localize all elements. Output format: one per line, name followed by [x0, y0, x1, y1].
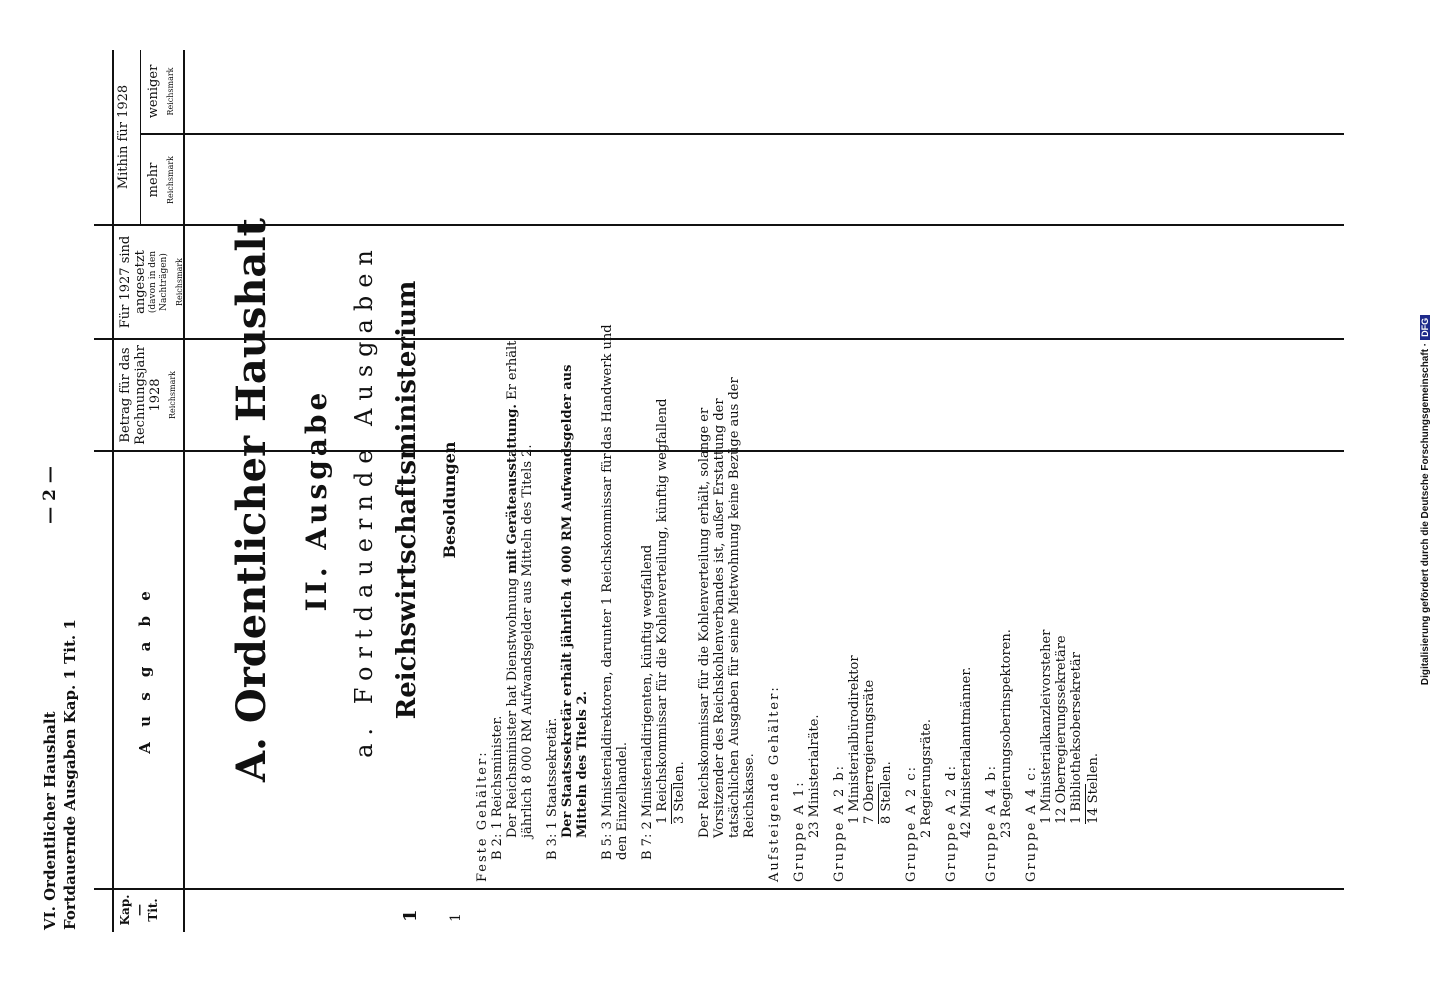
betrag-label: Betrag für das Rechnungsjahr 1928 [118, 345, 163, 445]
page-number: — 2 — [40, 466, 60, 524]
b7-line: B 7: 2 Ministerialdirigenten, künftig wegfallend [640, 544, 655, 860]
running-header [40, 619, 80, 930]
b5-line: B 5: 3 Ministerialdirektoren, darunter 1 Reichskommissar für das Handwerk und den Einzelhandel. [600, 324, 630, 860]
1927-label: Für 1927 sind angesetzt [118, 235, 148, 329]
feste-gehaelter-label: Feste Gehälter: [475, 750, 490, 882]
gruppe-a4c-sum: 14 Stellen. [1086, 752, 1101, 824]
b2-note [505, 322, 535, 882]
b7-note: Der Reichskommissar für die Kohlenverteilung erhält, solange er Vorsitzender des Reichskohlenverbandes ist, außer Erstattung der tatsächlichen Ausgaben für seine Mietwohnung keine Bezüge aus der Reichskasse. [697, 377, 757, 838]
gruppe-a4b-item: 23 Regierungsoberinspektoren. [999, 629, 1014, 838]
b2-line: B 2: 1 Reichsminister. [490, 715, 505, 860]
kap-tit-heading [118, 892, 160, 928]
tit-label: Tit. [146, 898, 160, 922]
gruppe-a2b-item-1: 1 Ministerialbürodirektor [847, 655, 862, 824]
gruppe-a2c-item: 2 Regierungsräte. [919, 718, 934, 838]
digitization-credit [1420, 0, 1431, 1000]
gruppe-a4c-item-1: 1 Ministerialkanzleivorsteher [1039, 629, 1054, 824]
mithin-heading: Mithin für 1928 [116, 84, 131, 190]
kap-label: Kap. [118, 894, 132, 926]
heading-ministerium: Reichswirtschaftsministerium [392, 280, 422, 720]
header-bottom-rule [183, 50, 185, 932]
b7-sum: 3 Stellen. [672, 761, 687, 824]
weniger-label: weniger [146, 64, 161, 119]
b2-note-text1: Der Reichsminister hat Dienstwohnung [505, 577, 520, 838]
kap-number: 1 [400, 909, 421, 922]
b2-note-text2: Er erhält jährlich 8 000 RM Aufwandsgelder aus Mitteln des Titels 2. [505, 340, 535, 838]
mehr-label: mehr [146, 162, 161, 198]
mehr-unit: Reichsmark [166, 155, 175, 205]
digitization-text: Digitalisierung gefördert durch die Deutsche Forschungsgemeinschaft · [1420, 342, 1431, 686]
ausgabe-heading: A u s g a b e [136, 586, 154, 754]
kap-separator: — [132, 904, 146, 916]
1927-column-rule [94, 224, 1344, 226]
gruppe-a2b: Gruppe A 2 b: [832, 763, 847, 882]
heading-besoldungen: Besoldungen [440, 441, 459, 559]
header-line-2: Fortdauernde Ausgaben Kap. 1 Tit. 1 [61, 619, 79, 930]
betrag-heading [118, 342, 180, 448]
aufsteigende-gehaelter-label: Aufsteigende Gehälter: [767, 685, 782, 882]
header-line-1: VI. Ordentlicher Haushalt [41, 711, 59, 930]
dfg-logo: DFG [1420, 315, 1430, 340]
gruppe-a2b-item-2: 7 Oberregierungsräte [862, 679, 877, 824]
gruppe-a4c-item-2: 12 Oberregierungssekretäre [1054, 635, 1069, 824]
weniger-unit: Reichsmark [166, 67, 175, 116]
weniger-heading [146, 50, 178, 133]
mehr-heading [146, 136, 178, 224]
1927-unit: Reichsmark [175, 257, 184, 307]
gruppe-a2d-item: 42 Ministerialamtmänner. [959, 666, 974, 838]
gruppe-a4c: Gruppe A 4 c: [1024, 764, 1039, 882]
gruppe-a2d: Gruppe A 2 d: [944, 763, 959, 882]
b3-note: Der Staatssekretär erhält jährlich 4 000 RM Aufwandsgelder aus Mitteln des Titels 2. [560, 364, 590, 838]
gruppe-a4c-item-3: 1 Bibliotheksobersekretär [1069, 652, 1084, 824]
gruppe-a1-item: 23 Ministerialräte. [807, 714, 822, 838]
header-top-rule [112, 50, 114, 932]
b7-line-2: 1 Reichskommissar für die Kohlenverteilung, künftig wegfallend [655, 398, 670, 824]
gruppe-a4b: Gruppe A 4 b: [984, 763, 999, 882]
b2-note-bold: mit Geräteausstattung. [505, 404, 520, 574]
betrag-unit: Reichsmark [168, 370, 177, 420]
heading-ausgabe: II. Ausgabe [300, 388, 333, 612]
mithin-sub-rule [140, 50, 141, 225]
gruppe-a2b-sum: 8 Stellen. [879, 761, 894, 824]
1927-note: (davon in den Nachträgen) [148, 250, 169, 314]
gruppe-a1: Gruppe A 1: [792, 780, 807, 882]
heading-fortdauernde-ausgaben: a. Fortdauernde Ausgaben [350, 242, 378, 758]
tit-number: 1 [448, 913, 464, 922]
kap-column-rule [94, 888, 1344, 890]
gruppe-a2c: Gruppe A 2 c: [904, 764, 919, 882]
heading-ordentlicher-haushalt: A. Ordentlicher Haushalt [228, 217, 275, 783]
b3-line: B 3: 1 Staatssekretär. [545, 717, 560, 860]
budget-body [475, 322, 1101, 882]
1927-heading [118, 228, 187, 336]
